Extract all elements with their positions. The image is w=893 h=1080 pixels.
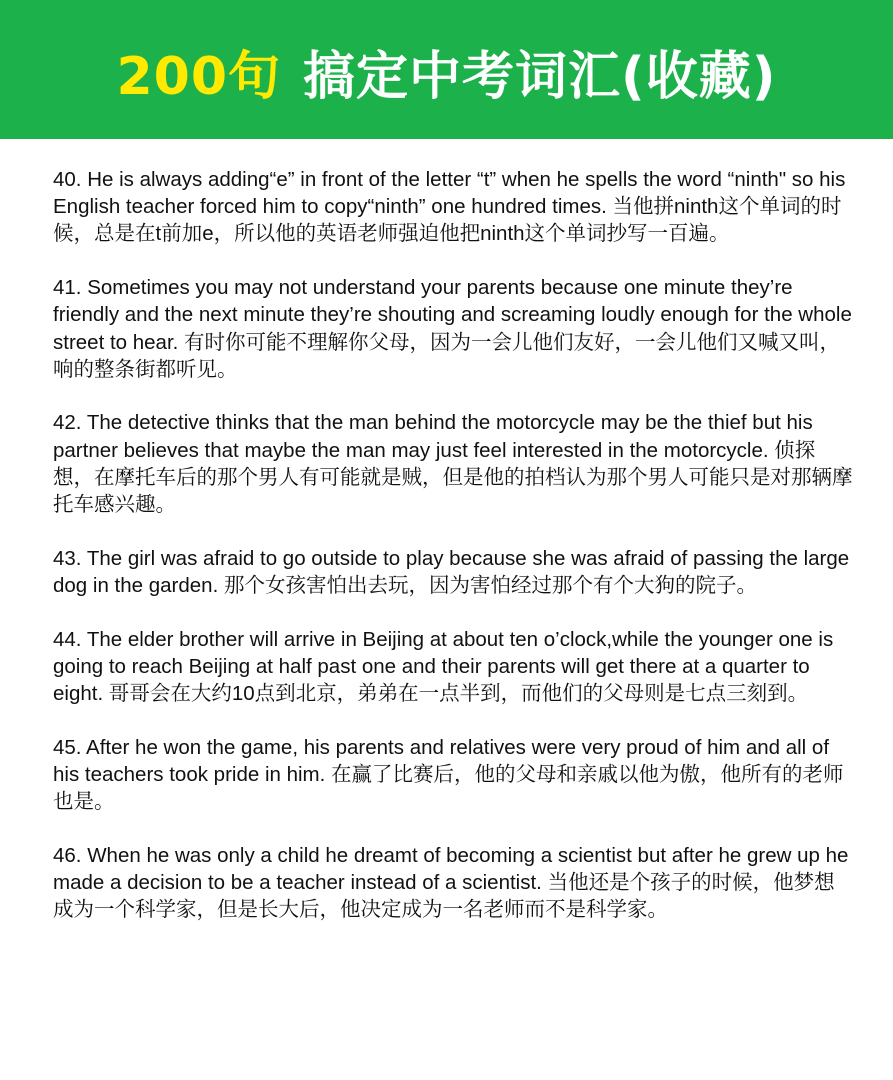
- header-banner: [0, 0, 893, 139]
- sentence-entry-44: 44. The elder brother will arrive in Beijing at about ten o’clock,while the younger one is going to reach Beijing at half past one and their parents will get there at a quarter to eight. 哥哥会在大约10点到北京，弟弟在一点半到，而他们的父母则是七点三刻到。: [53, 627, 834, 706]
- sentence-entry-45: 45. After he won the game, his parents and relatives were very proud of him and all of his teachers took pride in him. 在赢了比赛后，他的父母和亲戚以他为傲，他所有的老师也是。: [53, 735, 844, 814]
- sentence-list: [0, 166, 893, 950]
- sentence-entry-41: 41. Sometimes you may not understand your parents because one minute they’re friendly and the next minute they’re shouting and screaming loudly enough for the whole street to hear. 有时你可能不理解你父母，因为一会儿他们友好，一会儿他们又喊又叫，响的整条街都听见。: [53, 276, 852, 381]
- sentence-entry-46: 46. When he was only a child he dreamt of becoming a scientist but after he grew up he made a decision to be a teacher instead of a scientist. 当他还是个孩子的时候，他梦想成为一个科学家，但是长大后，他决定成为一名老师而不是科学家。: [53, 843, 849, 922]
- sentence-entry-43: 43. The girl was afraid to go outside to play because she was afraid of passing the large dog in the garden. 那个女孩害怕出去玩，因为害怕经过那个有个大狗的院子。: [53, 546, 850, 597]
- title-main: 搞定中考词汇(收藏): [303, 47, 777, 107]
- sentence-entry-40: 40. He is always adding“e” in front of the letter “t” when he spells the word “ninth" so his English teacher forced him to copy“ninth” one hundred times. 当他拼ninth这个单词的时候，总是在t前加e，所以他的英语老师强迫他把ninth这个单词抄写一百遍。: [53, 168, 846, 246]
- sentence-entry-42: 42. The detective thinks that the man behind the motorcycle may be the thief but his partner believes that maybe the man may just feel interested in the motorcycle. 侦探想，在摩托车后的那个男人有可能就是贼，但是他的拍档认为那个男人可能只是对那辆摩托车感兴趣。: [53, 411, 853, 517]
- title-accent: 200句: [116, 47, 281, 107]
- page-title: [116, 34, 776, 109]
